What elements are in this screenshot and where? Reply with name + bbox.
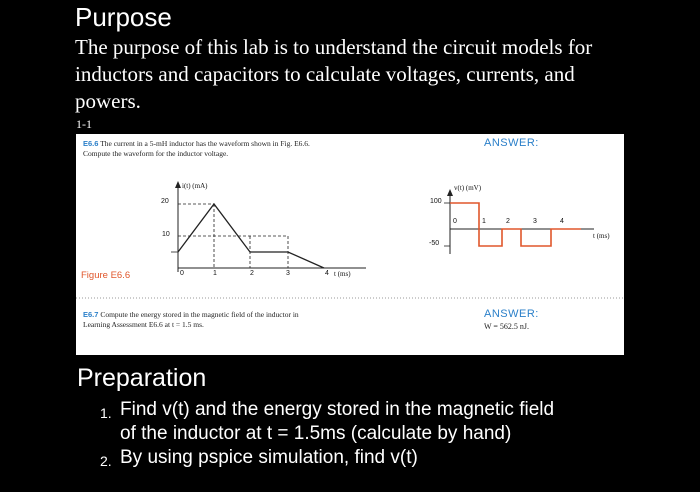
answer-label-1: ANSWER: xyxy=(484,137,539,149)
list-item xyxy=(100,398,690,446)
problem-e6-6-line1: The current in a 5-mH inductor has the waveform shown in Fig. E6.6. xyxy=(100,139,310,148)
preparation-heading: Preparation xyxy=(77,364,207,392)
list-item-line1: Find v(t) and the energy stored in the magnetic field xyxy=(120,399,555,420)
right-xtick-3: 3 xyxy=(533,218,537,225)
figure-label: Figure E6.6 xyxy=(81,270,131,281)
purpose-heading: Purpose xyxy=(75,2,172,32)
problem-e6-7-line2: Learning Assessment E6.6 at t = 1.5 ms. xyxy=(83,319,204,329)
problem-e6-7-line1: Compute the energy stored in the magnetic field of the inductor in xyxy=(100,310,299,319)
list-item-line2: of the inductor at t = 1.5ms (calculate by hand) xyxy=(120,423,512,444)
right-ylabel: v(t) (mV) xyxy=(454,184,482,192)
answer-label-2: ANSWER: xyxy=(484,308,539,320)
left-xtick-4: 4 xyxy=(325,270,329,277)
right-xlabel: t (ms) xyxy=(593,232,610,240)
right-xtick-0: 0 xyxy=(453,218,457,225)
purpose-text: The purpose of this lab is to understand the circuit models for inductors and capacitors to calculate voltages, currents, and powers. xyxy=(75,35,593,113)
left-xlabel: t (ms) xyxy=(334,270,351,278)
section-number: 1-1 xyxy=(76,117,92,131)
right-xtick-1: 1 xyxy=(482,218,486,225)
left-ylabel: i(t) (mA) xyxy=(182,182,208,190)
problem-e6-6-id: E6.6 xyxy=(83,139,99,148)
left-xtick-1: 1 xyxy=(213,270,217,277)
left-ytick-10: 10 xyxy=(162,231,170,238)
right-y-arrow xyxy=(447,189,453,196)
left-xtick-3: 3 xyxy=(286,270,290,277)
problem-e6-6 xyxy=(83,139,310,158)
left-xtick-0: 0 xyxy=(180,270,184,277)
left-ytick-20: 20 xyxy=(161,198,169,205)
textbook-excerpt xyxy=(76,134,624,355)
left-xtick-2: 2 xyxy=(250,270,254,277)
right-ytick-neg50: -50 xyxy=(429,240,440,247)
problem-e6-7-id: E6.7 xyxy=(83,310,99,319)
problem-e6-6-line2: Compute the waveform for the inductor voltage. xyxy=(83,148,229,158)
right-ytick-100: 100 xyxy=(430,198,442,205)
right-xtick-4: 4 xyxy=(560,218,564,225)
left-y-arrow xyxy=(175,181,181,188)
right-xtick-2: 2 xyxy=(506,218,510,225)
preparation-list xyxy=(100,398,690,470)
list-number: 1. xyxy=(100,405,112,421)
list-item-line1: By using pspice simulation, find v(t) xyxy=(120,447,418,468)
list-number: 2. xyxy=(100,453,112,469)
problem-e6-7 xyxy=(83,310,299,329)
answer-value-2: W = 562.5 nJ. xyxy=(484,322,530,331)
list-item xyxy=(100,446,690,470)
